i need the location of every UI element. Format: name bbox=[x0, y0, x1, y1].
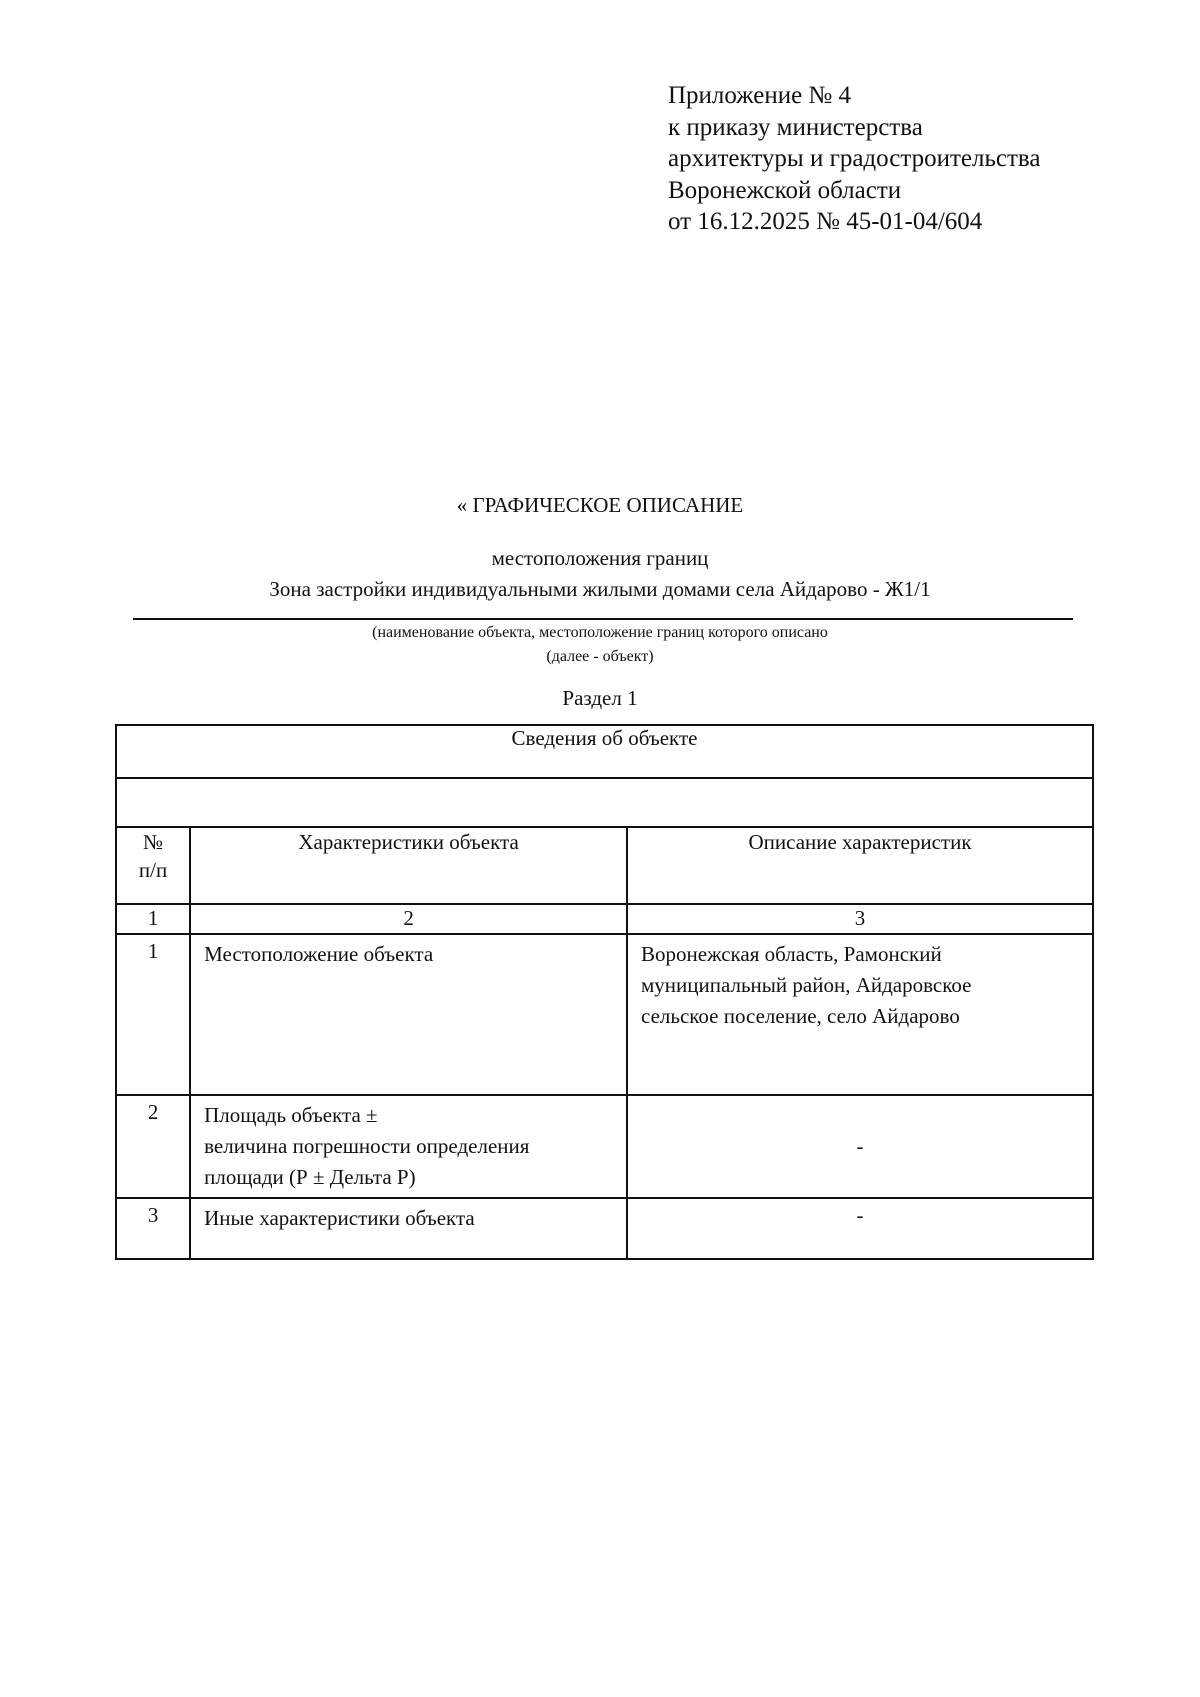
object-name: Зона застройки индивидуальными жилыми домами села Айдарово - Ж1/1 bbox=[269, 577, 931, 601]
row-characteristic: Площадь объекта ± величина погрешности определения площади (Р ± Дельта Р) bbox=[190, 1095, 627, 1198]
document-subtitle: местоположения границ bbox=[491, 546, 709, 570]
appendix-line: архитектуры и градостроительства bbox=[668, 145, 1041, 172]
table-header: Сведения об объекте bbox=[116, 725, 1093, 778]
appendix-line: Воронежской области bbox=[668, 176, 902, 204]
section-title: Раздел 1 bbox=[562, 686, 638, 710]
object-caption: (наименование объекта, местоположение границ которого описано bbox=[372, 624, 828, 641]
appendix-line: к приказу министерства bbox=[668, 113, 923, 141]
table-row bbox=[116, 1095, 1093, 1198]
column-number: 1 bbox=[116, 904, 190, 934]
row-description: Воронежская область, Рамонский муниципальный район, Айдаровское сельское поселение, село Айдарово bbox=[627, 934, 1093, 1095]
row-description: - bbox=[627, 1095, 1093, 1198]
object-info-table bbox=[115, 724, 1094, 1260]
object-caption-continued: (далее - объект) bbox=[546, 648, 654, 665]
column-header-number: № п/п bbox=[116, 827, 190, 904]
column-header-description: Описание характеристик bbox=[627, 827, 1093, 904]
row-characteristic: Иные характеристики объекта bbox=[190, 1198, 627, 1259]
table-row bbox=[116, 1198, 1093, 1259]
row-characteristic: Местоположение объекта bbox=[190, 934, 627, 1095]
appendix-reference bbox=[668, 80, 1040, 238]
column-number: 2 bbox=[190, 904, 627, 934]
column-header-row bbox=[116, 827, 1093, 904]
row-number: 3 bbox=[116, 1198, 190, 1259]
column-number: 3 bbox=[627, 904, 1093, 934]
row-number: 2 bbox=[116, 1095, 190, 1198]
row-description: - bbox=[627, 1198, 1093, 1259]
table-header-row bbox=[116, 725, 1093, 778]
row-number: 1 bbox=[116, 934, 190, 1095]
underline-divider bbox=[133, 618, 1073, 620]
empty-cell bbox=[116, 778, 1093, 827]
appendix-line: Приложение № 4 bbox=[668, 82, 852, 109]
document-title: « ГРАФИЧЕСКОЕ ОПИСАНИЕ bbox=[456, 493, 744, 517]
table-row bbox=[116, 934, 1093, 1095]
column-number-row bbox=[116, 904, 1093, 934]
column-header-characteristic: Характеристики объекта bbox=[190, 827, 627, 904]
table-empty-row bbox=[116, 778, 1093, 827]
appendix-line: от 16.12.2025 № 45-01-04/604 bbox=[668, 208, 983, 235]
